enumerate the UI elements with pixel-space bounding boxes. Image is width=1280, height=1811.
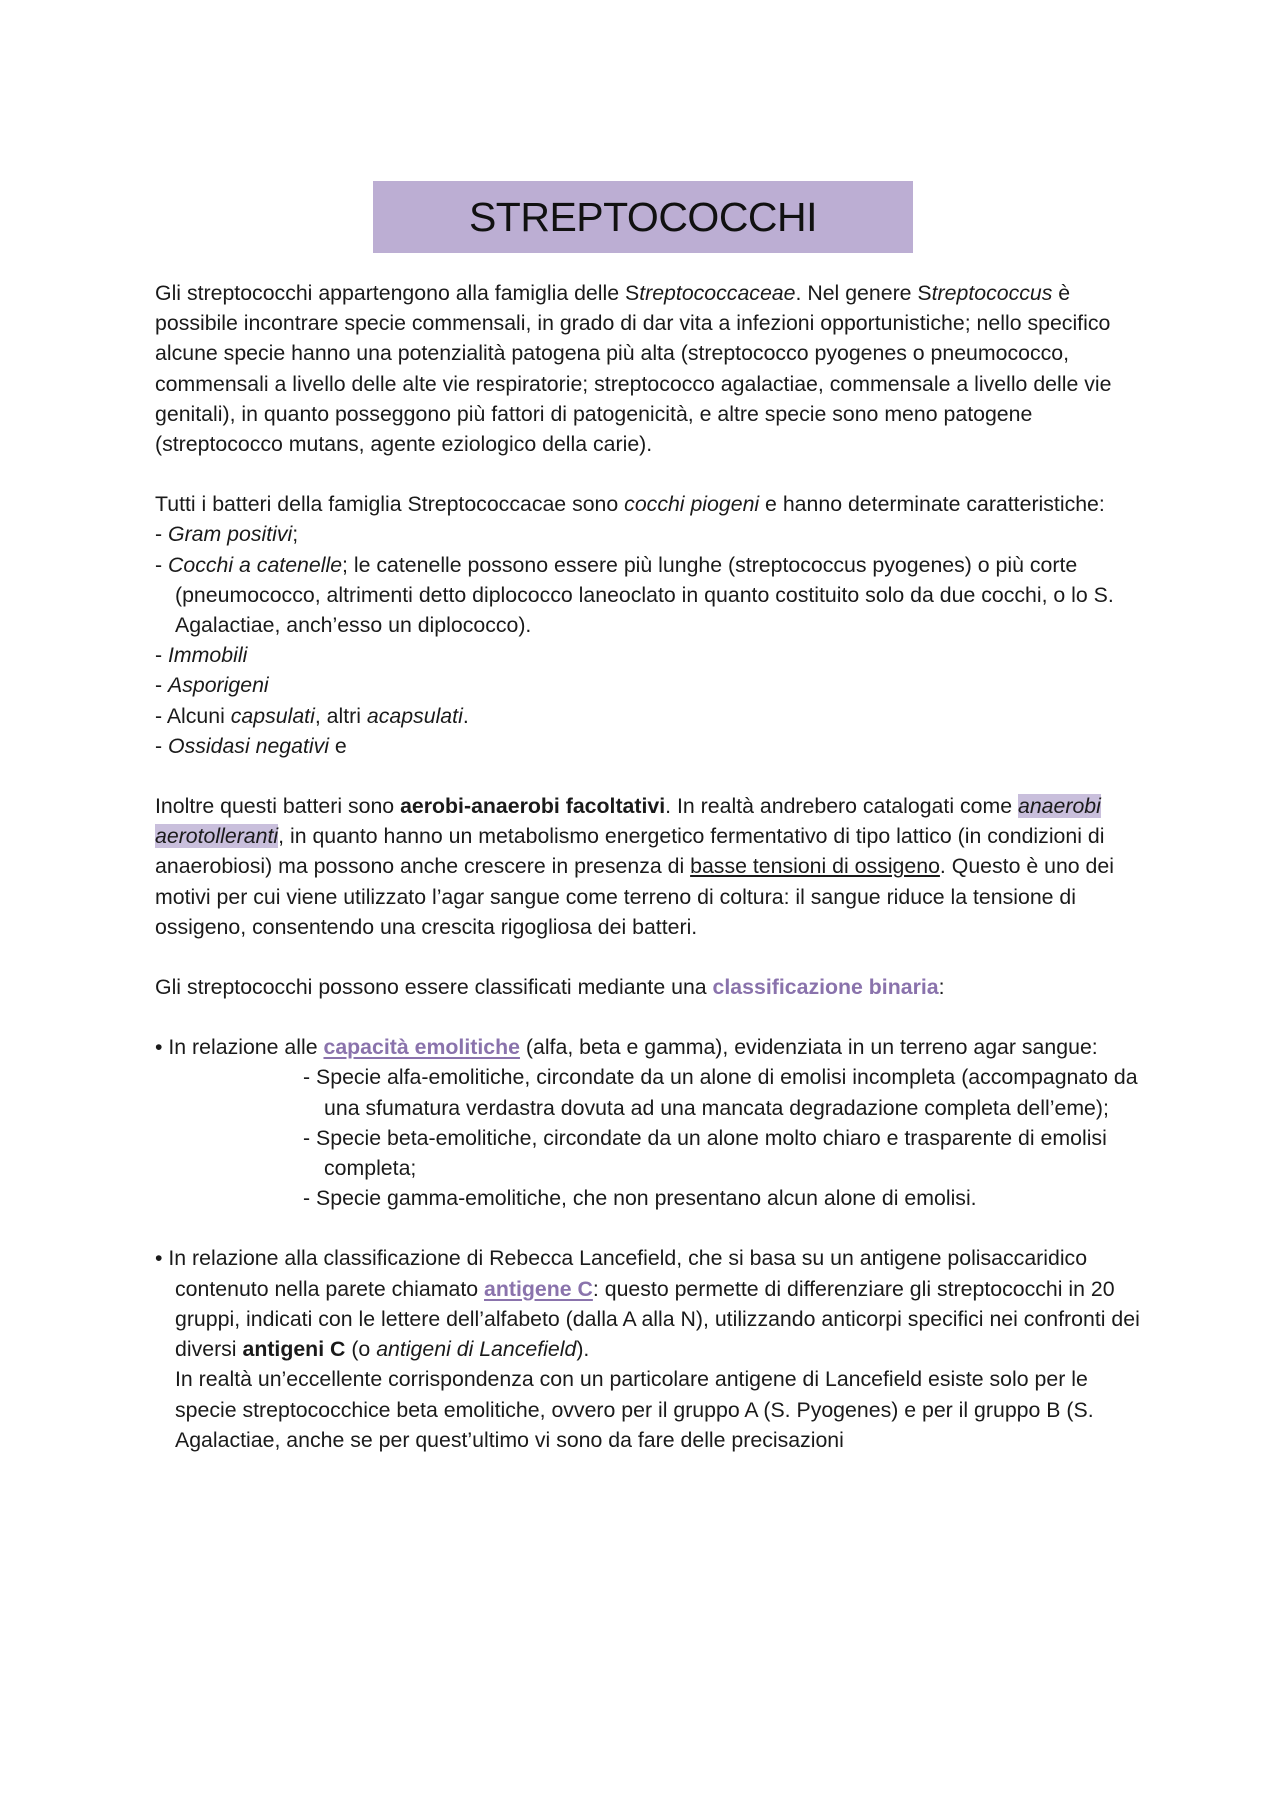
feature-immobile: - Immobili (155, 643, 248, 668)
intro-paragraph: Gli streptococchi appartengono alla famiglia delle Streptococcaceae. Nel genere Streptococcus è possibile incontrare specie commensali, in grado di dar vita a infezioni opportunistiche; nello specifico alcune specie hanno una potenzialità patogena più alta (streptococco pyogenes o pneumococco, commensali a livello delle alte vie respiratorie; streptococco agalactiae, commensale a livello delle vie genitali), in quanto posseggono più fattori di patogenicità, e altre specie sono meno patogene (streptococco mutans, agente eziologico della carie). (155, 281, 1112, 457)
bullet-lancefield: • In relazione alla classificazione di Rebecca Lancefield, che si basa su un antigene polisaccaridico contenuto nella parete chiamato antigene C: questo permette di differenziare gli streptococchi in 20 gruppi, indicati con le lettere dell’alfabeto (dalla A alla N), utilizzando anticorpi specifici nei confronti dei diversi antigeni C (o antigeni di Lancefield). (155, 1246, 1140, 1362)
highlighted-term: anaerobi aerotolleranti (155, 794, 1101, 849)
sub-gamma: - Specie gamma-emolitiche, che non presentano alcun alone di emolisi. (303, 1186, 977, 1211)
characteristics-intro: Tutti i batteri della famiglia Streptococcacae sono cocchi piogeni e hanno determinate caratteristiche: (155, 492, 1105, 517)
classification-intro: Gli streptococchi possono essere classificati mediante una classificazione binaria: (155, 975, 945, 1000)
underlined-term: basse tensioni di ossigeno (690, 854, 940, 879)
antigen-c-term: antigene C (484, 1276, 593, 1301)
sub-alpha: - Specie alfa-emolitiche, circondate da un alone di emolisi incompleta (accompagnato da una sfumatura verdastra dovuta ad una mancata degradazione completa dell’eme); (303, 1065, 1138, 1120)
lancefield-continuation: In realtà un’eccellente corrispondenza con un particolare antigene di Lancefield esiste solo per le specie streptococchice beta emolitiche, ovvero per il gruppo A (S. Pyogenes) e per il gruppo B (S. Agalactiae, anche se per quest’ultimo vi sono da fare delle precisazioni (175, 1367, 1094, 1452)
document-body (155, 278, 1145, 1455)
feature-spores: - Asporigeni (155, 673, 269, 698)
feature-gram: - Gram positivi; (155, 522, 299, 547)
title-banner (373, 181, 913, 253)
feature-chains: - Cocchi a catenelle; le catenelle possono essere più lunghe (streptococcus pyogenes) o più corte (pneumococco, altrimenti detto diplococco laneoclato in quanto costituito solo da due cocchi, o lo S. Agalactiae, anch’esso un diplococco). (155, 552, 1114, 638)
feature-enzymes: - Ossidasi negativi e (155, 733, 347, 758)
classification-term: classificazione binaria (712, 975, 939, 1000)
bullet-hemolysis: • In relazione alle capacità emolitiche (alfa, beta e gamma), evidenziata in un terreno agar sangue: (155, 1035, 1098, 1060)
page-title: STREPTOCOCCHI (468, 193, 818, 240)
hemolysis-sublist (155, 1062, 1145, 1213)
metabolism-paragraph: Inoltre questi batteri sono aerobi-anaerobi facoltativi. In realtà andrebero catalogati come anaerobi aerotolleranti, in quanto hanno un metabolismo energetico fermentativo di tipo lattico (in condizioni di anaerobiosi) ma possono anche crescere in presenza di basse tensioni di ossigeno. Questo è uno dei motivi per cui viene utilizzato l’agar sangue come terreno di coltura: il sangue riduce la tensione di ossigeno, consentendo una crescita rigogliosa dei batteri. (155, 794, 1114, 939)
feature-capsule: - Alcuni capsulati, altri acapsulati. (155, 703, 469, 728)
sub-beta: - Specie beta-emolitiche, circondate da un alone molto chiaro e trasparente di emolisi completa; (303, 1125, 1107, 1181)
hemolysis-term: capacità emolitiche (323, 1035, 520, 1060)
